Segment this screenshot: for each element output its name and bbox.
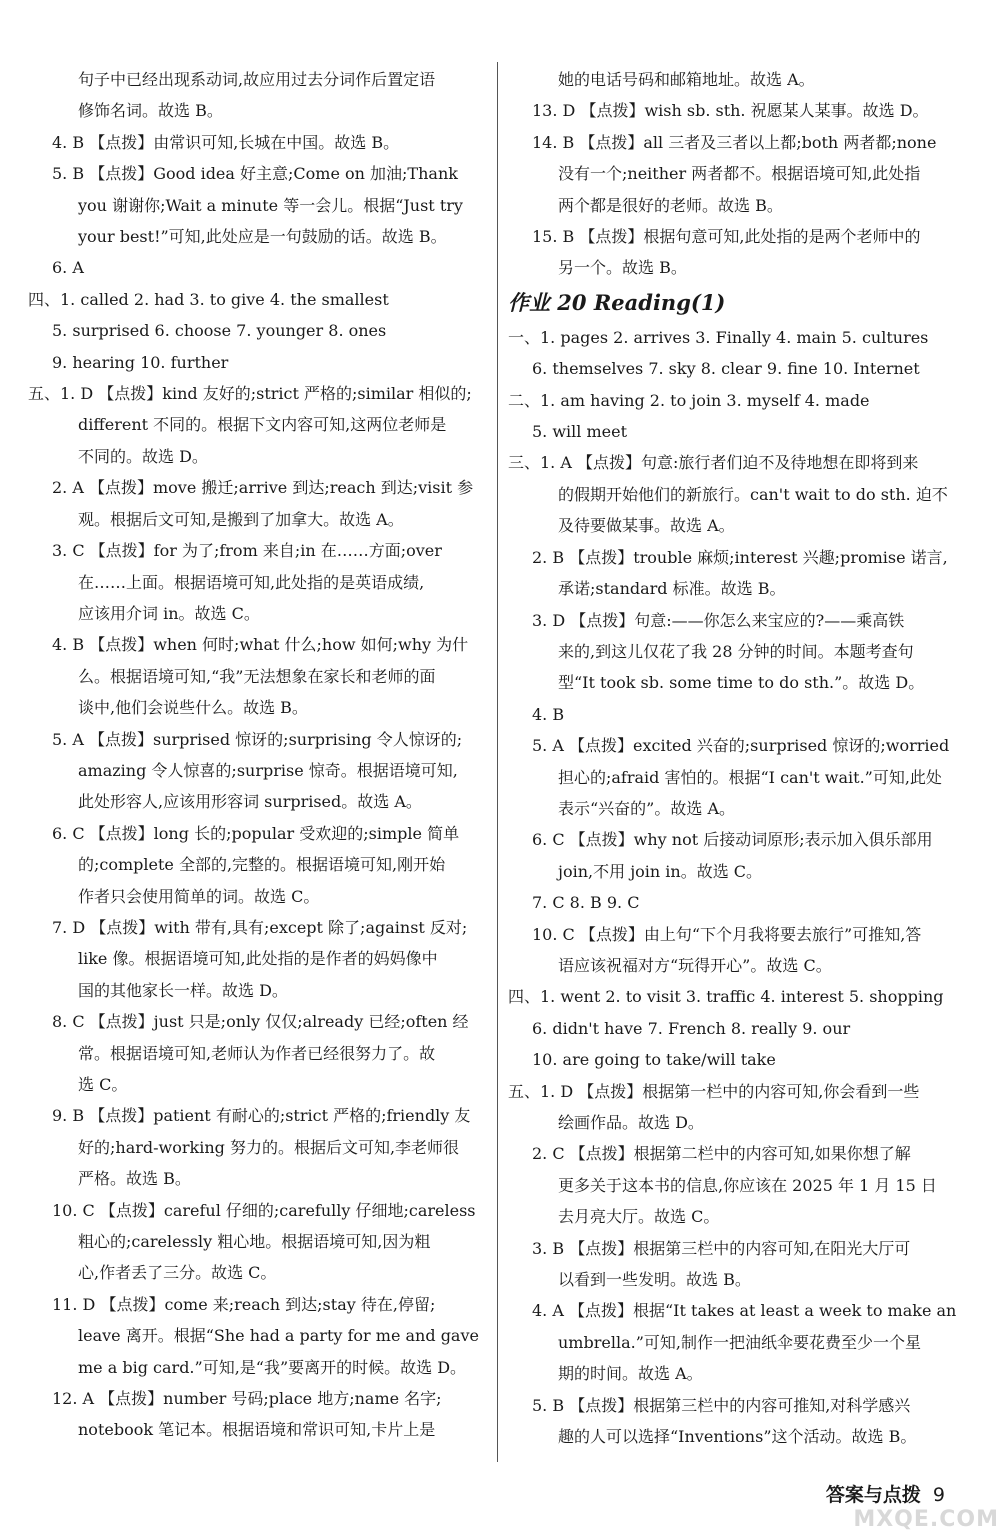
answer-line: 一、1. pages 2. arrives 3. Finally 4. main 5. cultures	[508, 327, 929, 347]
answer-line: 四、1. went 2. to visit 3. traffic 4. interest 5. shopping	[508, 987, 944, 1007]
answer-line: 4. B 【点拨】由常识可知,长城在中国。故选 B。	[52, 132, 400, 152]
answer-line: 4. B 【点拨】when 何时;what 什么;how 如何;why 为什	[52, 635, 469, 655]
answer-line: 承诺;standard 标准。故选 B。	[558, 579, 786, 599]
answer-line: 及待要做某事。故选 A。	[558, 516, 735, 536]
answer-line: 二、1. am having 2. to join 3. myself 4. made	[508, 390, 870, 410]
answer-line: 13. D 【点拨】wish sb. sth. 祝愿某人某事。故选 D。	[532, 101, 929, 121]
answer-line: 5. A 【点拨】excited 兴奋的;surprised 惊讶的;worried	[532, 736, 950, 756]
answer-line: me a big card.”可知,是“我”要离开的时候。故选 D。	[78, 1357, 467, 1377]
answer-line: 五、1. D 【点拨】kind 友好的;strict 严格的;similar 相似的;	[28, 384, 472, 404]
answer-line: 4. B	[532, 704, 565, 724]
answer-line: 心,作者丢了三分。故选 C。	[78, 1263, 277, 1283]
answer-line: like 像。根据语境可知,此处指的是作者的妈妈像中	[78, 949, 438, 969]
answer-line: notebook 笔记本。根据语境和常识可知,卡片上是	[78, 1420, 436, 1440]
answer-line: 3. C 【点拨】for 为了;from 来自;in 在……方面;over	[52, 541, 442, 561]
answer-line: 谈中,他们会说些什么。故选 B。	[78, 698, 308, 718]
footer-label: 答案与点拨	[825, 1484, 921, 1506]
answer-line: 12. A 【点拨】number 号码;place 地方;name 名字;	[52, 1389, 442, 1409]
answer-line: 不同的。故选 D。	[78, 446, 208, 466]
answer-line: 观。根据后文可知,是搬到了加拿大。故选 A。	[78, 509, 404, 529]
answer-line: 她的电话号码和邮箱地址。故选 A。	[558, 70, 815, 89]
answer-line: your best!”可知,此处应是一句鼓励的话。故选 B。	[78, 227, 447, 247]
answer-line: 严格。故选 B。	[78, 1169, 191, 1189]
right-column	[508, 64, 978, 1452]
answer-line: 5. surprised 6. choose 7. younger 8. ones	[52, 321, 387, 341]
answer-line: 7. C 8. B 9. C	[532, 893, 640, 913]
answer-line: 以看到一些发明。故选 B。	[558, 1270, 751, 1290]
answer-line: umbrella.”可知,制作一把油纸伞要花费至少一个星	[558, 1332, 921, 1352]
column-divider	[497, 62, 498, 1462]
answer-line: 10. are going to take/will take	[532, 1050, 776, 1070]
answer-line: 修饰名词。故选 B。	[78, 101, 223, 121]
answer-line: 常。根据语境可知,老师认为作者已经很努力了。故	[78, 1043, 436, 1063]
answer-line: 6. C 【点拨】long 长的;popular 受欢迎的;simple 简单	[52, 823, 460, 843]
right-column-top	[508, 64, 978, 284]
page-number: 9	[932, 1484, 945, 1506]
answer-line: 6. A	[52, 258, 84, 278]
answer-line: 趣的人可以选择“Inventions”这个活动。故选 B。	[558, 1427, 917, 1447]
answer-line: 应该用介词 in。故选 C。	[78, 603, 260, 623]
watermark: MXQE.COM	[853, 1507, 999, 1532]
answer-line: 句子中已经出现系动词,故应用过去分词作后置定语	[78, 70, 436, 89]
answer-line: 四、1. called 2. had 3. to give 4. the smallest	[28, 289, 389, 309]
answer-line: 三、1. A 【点拨】句意:旅行者们迫不及待地想在即将到来	[508, 453, 919, 473]
answer-line: 来的,到这儿仅花了我 28 分钟的时间。本题考查句	[558, 641, 914, 661]
answer-line: 选 C。	[78, 1075, 128, 1094]
answer-line: 好的;hard-working 努力的。根据后文可知,李老师很	[78, 1137, 460, 1157]
answer-line: leave 离开。根据“She had a party for me and gave	[78, 1326, 479, 1346]
answer-line: 表示“兴奋的”。故选 A。	[558, 798, 736, 818]
answer-line: 10. C 【点拨】careful 仔细的;carefully 仔细地;careless	[52, 1200, 476, 1220]
answer-line: 5. will meet	[532, 422, 628, 442]
answer-line: 在……上面。根据语境可知,此处指的是英语成绩,	[78, 572, 425, 592]
answer-line: 绘画作品。故选 D。	[558, 1113, 704, 1132]
answer-line: 4. A 【点拨】根据“It takes at least a week to make an	[532, 1301, 957, 1321]
answer-line: 7. D 【点拨】with 带有,具有;except 除了;against 反对;	[52, 917, 468, 937]
answer-line: 么。根据语境可知,“我”无法想象在家长和老师的面	[78, 666, 436, 686]
page-footer	[826, 1480, 945, 1507]
answer-line: 2. A 【点拨】move 搬迁;arrive 到达;reach 到达;visit 参	[52, 478, 474, 498]
answer-line: 10. C 【点拨】由上句“下个月我将要去旅行”可推知,答	[532, 924, 922, 944]
answer-line: 型“It took sb. some time to do sth.”。故选 D。	[558, 673, 925, 693]
answer-line: 国的其他家长一样。故选 D。	[78, 980, 288, 1000]
section-heading: 作业 20 Reading(1)	[508, 289, 726, 315]
answer-line: 的假期开始他们的新旅行。can't wait to do sth. 迫不	[558, 484, 948, 504]
answer-line: 的;complete 全部的,完整的。根据语境可知,刚开始	[78, 855, 446, 875]
answer-line: 五、1. D 【点拨】根据第一栏中的内容可知,你会看到一些	[508, 1081, 920, 1101]
answer-line: 6. didn't have 7. French 8. really 9. our	[532, 1018, 851, 1038]
answer-line: 14. B 【点拨】all 三者及三者以上都;both 两者都;none	[532, 132, 937, 152]
answer-line: 2. C 【点拨】根据第二栏中的内容可知,如果你想了解	[532, 1144, 911, 1164]
answer-line: 9. hearing 10. further	[52, 352, 229, 372]
right-column-bottom	[508, 322, 978, 1453]
answer-line: 语应该祝福对方“玩得开心”。故选 C。	[558, 955, 832, 975]
answer-line: 6. C 【点拨】why not 后接动词原形;表示加入俱乐部用	[532, 830, 933, 850]
answer-line: 担心的;afraid 害怕的。根据“I can't wait.”可知,此处	[558, 767, 942, 787]
answer-line: 作者只会使用简单的词。故选 C。	[78, 886, 320, 906]
answer-line: 11. D 【点拨】come 来;reach 到达;stay 待在,停留;	[52, 1294, 436, 1314]
answer-line: join,不用 join in。故选 C。	[558, 861, 763, 881]
answer-line: 更多关于这本书的信息,你应该在 2025 年 1 月 15 日	[558, 1175, 937, 1195]
answer-line: 6. themselves 7. sky 8. clear 9. fine 10. Internet	[532, 359, 920, 379]
answer-line: 5. B 【点拨】根据第三栏中的内容可推知,对科学感兴	[532, 1395, 911, 1415]
left-column	[28, 64, 490, 1446]
answer-line: 5. A 【点拨】surprised 惊讶的;surprising 令人惊讶的;	[52, 729, 463, 749]
answer-line: 5. B 【点拨】Good idea 好主意;Come on 加油;Thank	[52, 164, 458, 184]
answer-line: 2. B 【点拨】trouble 麻烦;interest 兴趣;promise 诺言,	[532, 547, 948, 567]
answer-line: 两个都是很好的老师。故选 B。	[558, 195, 783, 215]
answer-line: 9. B 【点拨】patient 有耐心的;strict 严格的;friendly 友	[52, 1106, 471, 1126]
answer-line: 3. B 【点拨】根据第三栏中的内容可知,在阳光大厅可	[532, 1238, 911, 1258]
answer-line: 去月亮大厅。故选 C。	[558, 1207, 720, 1227]
answer-line: 没有一个;neither 两者都不。根据语境可知,此处指	[558, 164, 921, 184]
answer-line: you 谢谢你;Wait a minute 等一会儿。根据“Just try	[78, 195, 463, 215]
answer-line: amazing 令人惊喜的;surprise 惊奇。根据语境可知,	[78, 760, 458, 780]
answer-line: 另一个。故选 B。	[558, 258, 687, 278]
answer-line: 3. D 【点拨】句意:——你怎么来宝应的?——乘高铁	[532, 610, 905, 630]
answer-line: 粗心的;carelessly 粗心地。根据语境可知,因为粗	[78, 1232, 431, 1252]
answer-line: 15. B 【点拨】根据句意可知,此处指的是两个老师中的	[532, 227, 921, 247]
answer-line: different 不同的。根据下文内容可知,这两位老师是	[78, 415, 447, 435]
answer-line: 此处形容人,应该用形容词 surprised。故选 A。	[78, 792, 422, 812]
answer-line: 8. C 【点拨】just 只是;only 仅仅;already 已经;often 经	[52, 1012, 469, 1032]
answer-line: 期的时间。故选 A。	[558, 1364, 703, 1384]
